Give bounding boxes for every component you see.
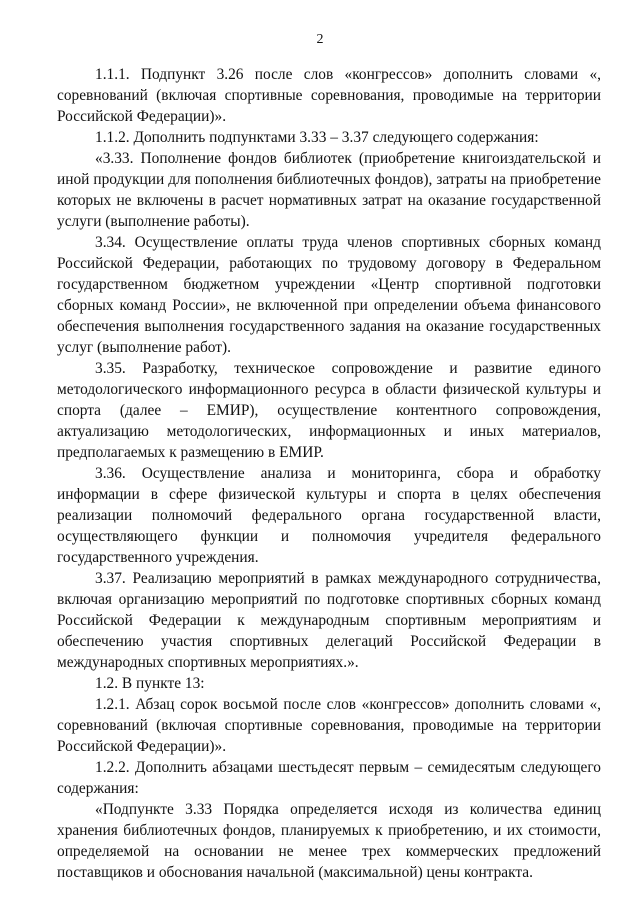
paragraph-3-37: 3.37. Реализацию мероприятий в рамках международного сотрудничества, включая организацию мероприятий по подготовке спортивных сборных команд Российской Федерации к международным спортивным мероприятиям и обеспечению участия спортивных делегаций Российской Федерации в международных спортивных мероприятиях.». [57,570,601,671]
paragraph-1-2: 1.2. В пункте 13: [95,675,205,692]
paragraph-1-2-2: 1.2.2. Дополнить абзацами шестьдесят первым – семидесятым следующего содержания: [57,759,601,797]
paragraph-1-1-1: 1.1.1. Подпункт 3.26 после слов «конгрессов» дополнить словами «, соревнований (включая спортивные соревнования, проводимые на территории Российской Федерации)». [57,66,601,125]
paragraph-quote-3-33: «Подпункте 3.33 Порядка определяется исходя из количества единиц хранения библиотечных фондов, планируемых к приобретению, и их стоимости, определяемой на основании не менее трех коммерческих предложений поставщиков и обоснования начальной (максимальной) цены контракта. [57,801,601,881]
paragraph-3-36: 3.36. Осуществление анализа и мониторинга, сбора и обработку информации в сфере физической культуры и спорта в целях обеспечения реализации полномочий федерального органа государственной власти, осуществляющего функции и полномочия учредителя федерального государственного учреждения. [57,465,601,566]
document-body [57,64,601,883]
paragraph-3-33: «3.33. Пополнение фондов библиотек (приобретение книгоиздательской и иной продукции для пополнения библиотечных фондов), затраты на приобретение которых не включены в расчет нормативных затрат на оказание государственной услуги (выполнение работы). [57,150,601,230]
paragraph-3-35: 3.35. Разработку, техническое сопровождение и развитие единого методологического информационного ресурса в области физической культуры и спорта (далее – ЕМИР), осуществление контентного сопровождения, актуализацию методологических, информационных и иных материалов, предполагаемых к размещению в ЕМИР. [57,360,601,461]
paragraph-1-1-2: 1.1.2. Дополнить подпунктами 3.33 – 3.37 следующего содержания: [95,129,539,146]
paragraph-3-34: 3.34. Осуществление оплаты труда членов спортивных сборных команд Российской Федерации, работающих по трудовому договору в Федеральном государственном бюджетном учреждении «Центр спортивной подготовки сборных команд России», не включенной при определении объема финансового обеспечения выполнения государственного задания на оказание государственных услуг (выполнение работ). [57,234,601,356]
page-number: 2 [316,32,324,47]
paragraph-1-2-1: 1.2.1. Абзац сорок восьмой после слов «конгрессов» дополнить словами «, соревнований (включая спортивные соревнования, проводимые на территории Российской Федерации)». [57,696,601,755]
